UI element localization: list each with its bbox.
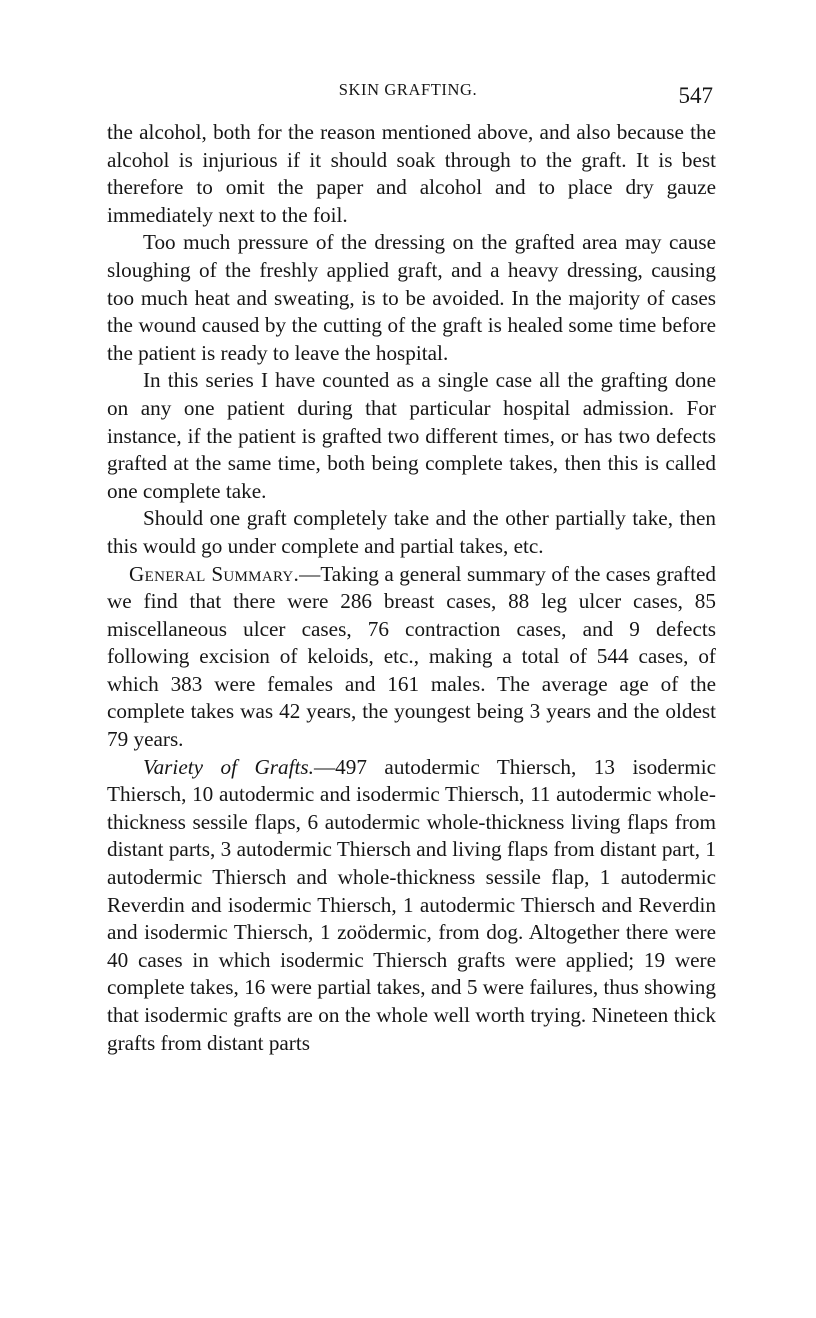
paragraph-case-counting: In this series I have counted as a single case all the grafting done on any one patient during that particular hospital admission. For instance, if the patient is grafted two different times, or has two defects grafted at the same time, both being complete takes, then this is called one complete take. [107,368,716,503]
variety-of-grafts-text: —497 autodermic Thiersch, 13 isodermic Thiersch, 10 autodermic and isodermic Thiersch, 11 autodermic whole-thickness sessile flaps, 6 autodermic whole-thickness living flaps from distant parts, 3 autodermic Thiersch and living flaps from distant part, 1 autodermic Thiersch and whole-thickness sessile flap, 1 autodermic Reverdin and isodermic Thiersch, 1 autodermic Thiersch and Reverdin and isodermic Thiersch, 1 zoödermic, from dog. Altogether there were 40 cases in which isodermic Thiersch grafts were applied; 19 were complete takes, 16 were partial takes, and 5 were failures, thus showing that isodermic grafts are on the whole well worth trying. Nineteen thick grafts from distant parts [107,754,716,1055]
general-summary-text: —Taking a general summary of the cases grafted we find that there were 286 breast cases, 88 leg ulcer cases, 85 miscellaneous ulcer cases, 76 contraction cases, and 9 defects following excision of keloids, etc., making a total of 544 cases, of which 383 were females and 161 males. The average age of the complete takes was 42 years, the youngest being 3 years and the oldest 79 years. [107,561,716,752]
page-number: 547 [678,83,713,108]
paragraph-dressing-pressure: Too much pressure of the dressing on the grafted area may cause sloughing of the freshly applied graft, and a heavy dressing, causing too much heat and sweating, is to be avoided. In the majority of cases the wound caused by the cutting of the graft is healed some time before the patient is ready to leave the hospital. [107,230,716,365]
body-text [107,119,716,1057]
general-summary-heading: General Summary. [129,561,300,586]
variety-of-grafts-heading: Variety of Grafts. [143,754,314,779]
running-title: SKIN GRAFTING. [338,80,478,99]
page-header [0,78,816,108]
paragraph-partial-takes: Should one graft completely take and the other partially take, then this would go under complete and partial takes, etc. [107,506,716,558]
paragraph-general-summary [107,561,716,754]
paragraph-continued: the alcohol, both for the reason mentioned above, and also because the alcohol is injurious if it should soak through to the graft. It is best therefore to omit the paper and alcohol and to place dry gauze immediately next to the foil. [107,120,716,227]
paragraph-variety-of-grafts [107,754,716,1058]
